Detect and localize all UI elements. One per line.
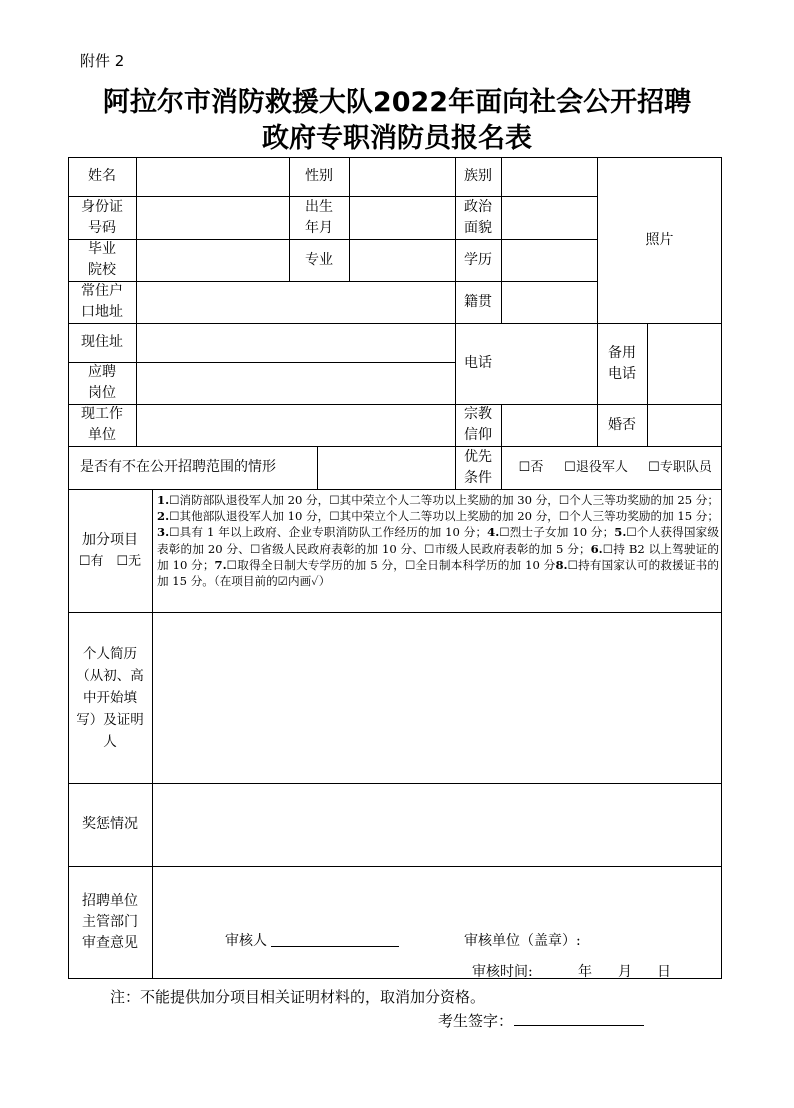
birth-field[interactable] (349, 196, 455, 239)
gender-field[interactable] (349, 157, 455, 196)
bonus-item-num: 7. (214, 557, 227, 572)
photo-label: 照片 (645, 231, 674, 248)
priority-option-no[interactable]: ☐否 (518, 460, 544, 475)
hukou-label: 常住户 口地址 (81, 283, 123, 320)
page-subtitle: 政府专职消防员报名表 (262, 123, 532, 154)
month-label: 月 (618, 964, 632, 980)
bonus-item-text[interactable]: ☐烈士子女加 10 分； (499, 525, 615, 540)
priority-option-fulltime[interactable]: ☐专职队员 (648, 460, 712, 475)
major-label: 专业 (305, 251, 333, 268)
reviewer-label: 审核人 (225, 933, 267, 949)
phone-field[interactable] (501, 323, 597, 404)
priority-option-veteran[interactable]: ☐退役军人 (564, 460, 628, 475)
bonus-item-num: 3. (157, 525, 170, 540)
name-field[interactable] (136, 157, 289, 196)
education-field[interactable] (501, 239, 597, 281)
birth-label: 出生 年月 (305, 198, 333, 236)
major-field[interactable] (349, 239, 455, 281)
footer-note: 注：不能提供加分项目相关证明材料的，取消加分资格。 (110, 988, 486, 1006)
excluded-answer-field[interactable] (317, 446, 455, 489)
candidate-signature-line[interactable] (514, 1025, 644, 1026)
work-unit-label: 现工作 单位 (81, 406, 123, 443)
day-label: 日 (657, 964, 671, 980)
ethnicity-label: 族别 (464, 168, 492, 184)
awards-label: 奖惩情况 (82, 816, 138, 832)
bonus-item-text[interactable]: ☐其他部队退役军人加 10 分，☐其中荣立个人二等功以上奖励的加 20 分，☐个人三等功奖励的加 15 分； (169, 509, 719, 524)
col-divider (501, 446, 502, 489)
current-address-field[interactable] (136, 323, 455, 362)
hukou-field[interactable] (136, 281, 455, 323)
excluded-question-label: 是否有不在公开招聘范围的情形 (80, 459, 276, 475)
gender-label: 性别 (305, 168, 333, 184)
resume-label: 个人简历 （从初、高 中开始填 写）及证明 人 (76, 645, 144, 750)
bonus-item-text[interactable]: ☐持 B2 以上驾驶证的加 10 分； (157, 541, 719, 572)
id-number-field[interactable] (136, 196, 289, 239)
school-label: 毕业 院校 (88, 241, 116, 278)
work-unit-field[interactable] (136, 404, 455, 446)
name-label: 姓名 (88, 168, 116, 184)
political-label: 政治 面貌 (464, 198, 492, 236)
id-number-label: 身份证 号码 (81, 198, 123, 236)
bonus-item-num: 1. (157, 493, 170, 507)
awards-field[interactable] (152, 783, 722, 866)
attachment-label: 附件 2 (80, 52, 125, 70)
phone-label: 电话 (464, 355, 492, 371)
ethnicity-field[interactable] (501, 157, 597, 196)
position-field[interactable] (136, 362, 455, 404)
bonus-item-num: 4. (487, 525, 500, 540)
school-field[interactable] (136, 239, 289, 281)
backup-phone-label: 备用 电话 (608, 344, 636, 382)
bonus-items (157, 492, 719, 589)
row-divider (68, 866, 722, 867)
marital-label: 婚否 (608, 416, 636, 433)
marital-field[interactable] (647, 404, 722, 446)
religion-label: 宗教 信仰 (464, 406, 492, 443)
review-unit-label: 审核单位（盖章）: (464, 933, 581, 949)
bonus-label: 加分项目 ☐有 ☐无 (68, 489, 152, 612)
current-address-label: 现住址 (81, 334, 123, 350)
row-divider (68, 489, 722, 490)
bonus-item-num: 2. (157, 509, 170, 524)
political-field[interactable] (501, 196, 597, 239)
photo-area[interactable] (597, 157, 722, 323)
native-place-label: 籍贯 (464, 293, 492, 310)
page-title: 阿拉尔市消防救援大队2022年面向社会公开招聘 (102, 87, 692, 118)
bonus-item-num: 5. (614, 525, 627, 540)
bonus-item-num: 6. (590, 541, 603, 556)
bonus-item-text[interactable]: ☐个人获得国家级表彰的加 20 分、☐省级人民政府表彰的加 10 分、☐市级人民政府表彰的加 5 分； (157, 525, 719, 556)
education-label: 学历 (464, 251, 492, 268)
reviewer-signature-line[interactable] (271, 946, 399, 947)
review-time-label: 审核时间: (472, 964, 533, 980)
bonus-options[interactable]: ☐有 ☐无 (78, 553, 142, 569)
review-label: 招聘单位 主管部门 审查意见 (82, 893, 138, 951)
bonus-item-text[interactable]: ☐消防部队退役军人加 20 分，☐其中荣立个人二等功以上奖励的加 30 分，☐个人三等功奖励的加 25 分； (169, 493, 719, 507)
bonus-item-text[interactable]: ☐具有 1 年以上政府、企业专职消防队工作经历的加 10 分； (169, 525, 488, 540)
candidate-sign-label: 考生签字： (438, 1012, 514, 1030)
religion-field[interactable] (501, 404, 597, 446)
priority-label: 优先 条件 (464, 448, 492, 486)
bonus-item-text[interactable]: ☐取得全日制大专学历的加 5 分，☐全日制本科学历的加 10 分 (226, 557, 556, 572)
bonus-item-text[interactable]: ☐持有国家认可的救援证书的加 15 分。（在项目前的☑内画✓） (157, 557, 719, 589)
native-place-field[interactable] (501, 281, 597, 323)
resume-field[interactable] (152, 612, 722, 783)
year-label: 年 (578, 964, 592, 980)
backup-phone-field[interactable] (647, 323, 722, 404)
position-label: 应聘 岗位 (88, 364, 116, 401)
bonus-item-num: 8. (555, 557, 568, 572)
